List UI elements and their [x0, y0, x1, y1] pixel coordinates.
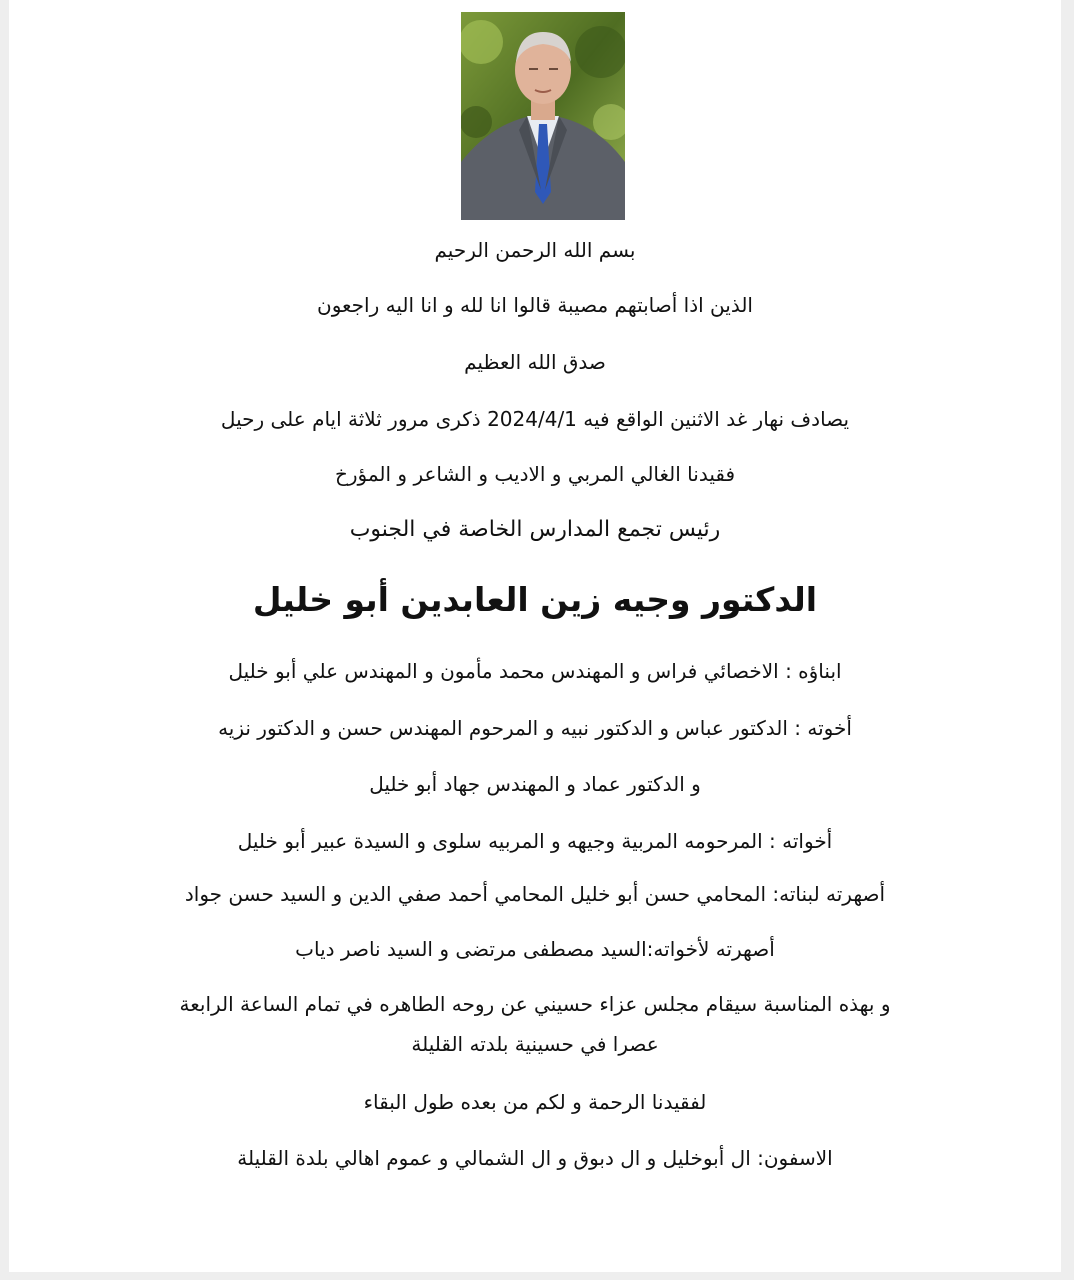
sons-in-law-line: أصهرته لبناته: المحامي حسن أبو خليل المحامي أحمد صفي الدين و السيد حسن جواد [184, 882, 886, 906]
mourners-line: الاسفون: ال أبوخليل و ال دبوق و ال الشمالي و عموم اهالي بلدة القليلة [237, 1146, 833, 1170]
announcement-line-2: فقيدنا الغالي المربي و الاديب و الشاعر و المؤرخ [334, 462, 736, 486]
announcement-line-1: يصادف نهار غد الاثنين الواقع فيه 2024/4/1 ذكرى مرور ثلاثة ايام على رحيل [220, 407, 850, 431]
basmala-line: بسم الله الرحمن الرحيم [434, 238, 636, 262]
role-line: رئيس تجمع المدارس الخاصة في الجنوب [349, 517, 721, 542]
deceased-name: الدكتور وجيه زين العابدين أبو خليل [252, 580, 818, 619]
brothers-line-1: أخوته : الدكتور عباس و الدكتور نبيه و المرحوم المهندس حسن و الدكتور نزيه [218, 716, 852, 740]
sadaq-line: صدق الله العظيم [464, 350, 606, 374]
sisters-line: أخواته : المرحومه المربية وجيهه و المربيه سلوى و السيدة عبير أبو خليل [237, 829, 833, 853]
gathering-line-1: و بهذه المناسبة سيقام مجلس عزاء حسيني عن روحه الطاهره في تمام الساعة الرابعة [179, 992, 891, 1016]
sisters-in-law-line: أصهرته لأخواته:السيد مصطفى مرتضى و السيد ناصر دياب [295, 937, 775, 961]
portrait-photo [461, 12, 625, 220]
gathering-line-2: عصرا في حسينية بلدته القليلة [411, 1032, 659, 1056]
obituary-page [9, 0, 1061, 1272]
verse-line: الذين اذا أصابتهم مصيبة قالوا انا لله و انا اليه راجعون [317, 293, 753, 317]
sons-line: ابناؤه : الاخصائي فراس و المهندس محمد مأمون و المهندس علي أبو خليل [228, 659, 842, 683]
condolence-line: لفقيدنا الرحمة و لكم من بعده طول البقاء [363, 1090, 707, 1114]
brothers-line-2: و الدكتور عماد و المهندس جهاد أبو خليل [369, 772, 701, 796]
